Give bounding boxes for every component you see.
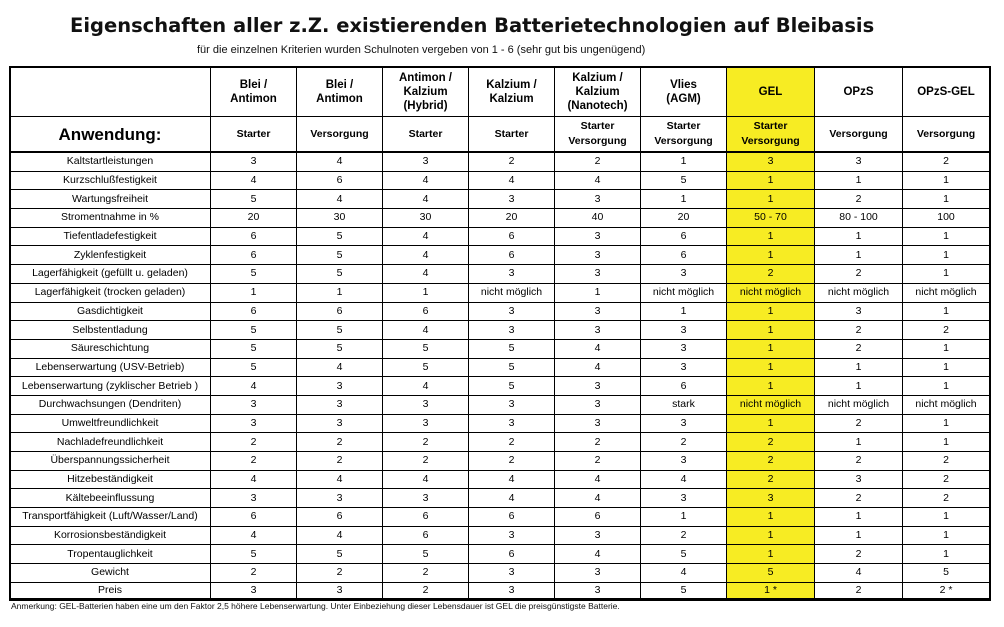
table-row: [10, 395, 990, 414]
row-label: Wartungsfreiheit: [10, 190, 211, 209]
table-cell: 2: [641, 526, 727, 545]
table-row: [10, 302, 990, 321]
table-cell: 6: [383, 526, 469, 545]
table-cell: 3: [211, 414, 297, 433]
table-row: [10, 433, 990, 452]
table-cell: 1: [383, 283, 469, 302]
table-cell: 2 *: [903, 582, 990, 598]
table-cell: 2: [469, 452, 555, 471]
table-cell: 3: [555, 227, 641, 246]
table-cell: 3: [383, 414, 469, 433]
table-cell: 4: [469, 470, 555, 489]
table-cell: 2: [903, 321, 990, 340]
row-label: Nachladefreundlichkeit: [10, 433, 211, 452]
table-cell: 3: [555, 321, 641, 340]
table-cell: 2: [297, 433, 383, 452]
table-cell: 4: [383, 321, 469, 340]
table-cell: 4: [383, 227, 469, 246]
table-cell: 4: [469, 171, 555, 190]
table-cell: 4: [383, 246, 469, 265]
table-cell: 3: [815, 470, 903, 489]
table-cell: 6: [641, 227, 727, 246]
column-header: Antimon / Kalzium (Hybrid): [383, 67, 469, 117]
table-row: [10, 321, 990, 340]
table-cell: 40: [555, 209, 641, 228]
table-cell: stark: [641, 395, 727, 414]
table-cell: 1 *: [727, 582, 815, 598]
table-cell: 3: [469, 564, 555, 583]
table-cell: 3: [641, 452, 727, 471]
table-cell: 1: [903, 227, 990, 246]
table-cell: 1: [727, 302, 815, 321]
row-label: Hitzebeständigkeit: [10, 470, 211, 489]
table-cell: 1: [727, 227, 815, 246]
table-cell: 1: [903, 339, 990, 358]
table-cell: 1: [641, 190, 727, 209]
table-cell: 1: [903, 246, 990, 265]
table-row: [10, 526, 990, 545]
table-cell: 2: [815, 190, 903, 209]
table-cell: 6: [211, 508, 297, 527]
table-row: [10, 227, 990, 246]
table-row: [10, 190, 990, 209]
page-subtitle: für die einzelnen Kriterien wurden Schulnoten vergeben von 1 - 6 (sehr gut bis ungenügend): [197, 44, 646, 56]
table-cell: 3: [727, 152, 815, 171]
table-cell: 4: [297, 470, 383, 489]
table-cell: 4: [555, 358, 641, 377]
row-label: Preis: [10, 582, 211, 598]
table-cell: 2: [815, 452, 903, 471]
table-cell: 1: [727, 358, 815, 377]
table-cell: 1: [903, 433, 990, 452]
table-cell: 3: [555, 246, 641, 265]
table-row: [10, 171, 990, 190]
table-cell: 3: [211, 395, 297, 414]
row-label: Durchwachsungen (Dendriten): [10, 395, 211, 414]
table-cell: 1: [297, 283, 383, 302]
column-application: Starter: [383, 117, 469, 153]
table-cell: 3: [469, 265, 555, 284]
table-cell: nicht möglich: [641, 283, 727, 302]
table-row: [10, 414, 990, 433]
row-label: Stromentnahme in %: [10, 209, 211, 228]
table-cell: 1: [903, 545, 990, 564]
table-cell: 2: [815, 582, 903, 598]
table-cell: 3: [469, 526, 555, 545]
table-cell: 3: [641, 414, 727, 433]
table-row: [10, 209, 990, 228]
table-cell: 2: [815, 489, 903, 508]
table-cell: 4: [211, 470, 297, 489]
column-application: Versorgung: [297, 117, 383, 153]
table-cell: 3: [469, 302, 555, 321]
column-header: Kalzium / Kalzium (Nanotech): [555, 67, 641, 117]
table-cell: 5: [297, 339, 383, 358]
table-cell: 2: [211, 564, 297, 583]
table-cell: 2: [727, 433, 815, 452]
table-row: [10, 508, 990, 527]
table-cell: 3: [815, 302, 903, 321]
table-cell: 3: [555, 395, 641, 414]
table-cell: 1: [815, 526, 903, 545]
row-label: Tropentauglichkeit: [10, 545, 211, 564]
table-row: [10, 452, 990, 471]
table-cell: 4: [297, 358, 383, 377]
table-cell: 4: [211, 526, 297, 545]
table-cell: 1: [727, 414, 815, 433]
table-cell: 3: [815, 152, 903, 171]
table-cell: 1: [641, 152, 727, 171]
table-cell: 1: [727, 526, 815, 545]
table-cell: 2: [383, 433, 469, 452]
table-cell: nicht möglich: [815, 395, 903, 414]
table-cell: 5: [297, 545, 383, 564]
table-cell: 4: [383, 190, 469, 209]
table-cell: 6: [297, 171, 383, 190]
table-cell: 2: [383, 564, 469, 583]
table-cell: 4: [383, 470, 469, 489]
table-cell: 1: [727, 246, 815, 265]
table-cell: 1: [727, 321, 815, 340]
table-cell: 5: [297, 227, 383, 246]
table-cell: nicht möglich: [903, 395, 990, 414]
table-cell: 5: [383, 358, 469, 377]
table-cell: 3: [383, 489, 469, 508]
table-cell: 3: [469, 582, 555, 598]
table-cell: 1: [903, 190, 990, 209]
table-cell: 5: [641, 582, 727, 598]
table-cell: 5: [211, 339, 297, 358]
footnote: Anmerkung: GEL-Batterien haben eine um den Faktor 2,5 höhere Lebenserwartung. Unter Einbeziehung dieser Lebensdauer ist GEL die preisgünstigste Batterie.: [11, 601, 620, 611]
table-cell: 2: [903, 470, 990, 489]
table-cell: 1: [903, 508, 990, 527]
row-label: Tiefentladefestigkeit: [10, 227, 211, 246]
table-cell: 5: [469, 358, 555, 377]
comparison-table: [9, 66, 990, 599]
table-cell: 4: [383, 171, 469, 190]
table-cell: 3: [383, 152, 469, 171]
table-cell: 1: [903, 358, 990, 377]
table-cell: 6: [469, 508, 555, 527]
row-label: Lebenserwartung (zyklischer Betrieb ): [10, 377, 211, 396]
table-cell: 3: [555, 582, 641, 598]
table-row: [10, 339, 990, 358]
table-cell: 3: [641, 339, 727, 358]
table-cell: 1: [727, 508, 815, 527]
table-cell: 2: [903, 152, 990, 171]
table-row: [10, 377, 990, 396]
table-cell: 6: [469, 545, 555, 564]
row-label: Kurzschlußfestigkeit: [10, 171, 211, 190]
table-cell: 2: [815, 339, 903, 358]
table-cell: 4: [211, 377, 297, 396]
table-cell: 6: [297, 508, 383, 527]
table-cell: nicht möglich: [469, 283, 555, 302]
table-cell: 20: [211, 209, 297, 228]
table-cell: 5: [383, 545, 469, 564]
table-cell: 4: [469, 489, 555, 508]
table-cell: 2: [727, 452, 815, 471]
row-label: Korrosionsbeständigkeit: [10, 526, 211, 545]
table-cell: 3: [469, 395, 555, 414]
table-cell: 3: [555, 414, 641, 433]
column-application: Versorgung: [815, 117, 903, 153]
table-cell: 2: [727, 470, 815, 489]
table-cell: 5: [297, 265, 383, 284]
row-label: Kaltstartleistungen: [10, 152, 211, 171]
table-cell: 2: [469, 433, 555, 452]
table-cell: 3: [641, 321, 727, 340]
table-cell: 2: [555, 152, 641, 171]
table-cell: 2: [815, 321, 903, 340]
table-cell: 1: [903, 171, 990, 190]
header-row: [10, 67, 990, 117]
table-cell: 6: [211, 246, 297, 265]
column-application: Starter Versorgung: [641, 117, 727, 153]
column-header: Blei / Antimon: [211, 67, 297, 117]
column-application: Versorgung: [903, 117, 990, 153]
table-row: [10, 265, 990, 284]
column-header: Vlies (AGM): [641, 67, 727, 117]
table-cell: 5: [903, 564, 990, 583]
table-cell: 1: [211, 283, 297, 302]
row-label: Gewicht: [10, 564, 211, 583]
table-cell: 3: [641, 358, 727, 377]
table-cell: 1: [815, 358, 903, 377]
table-cell: 4: [297, 152, 383, 171]
table-cell: 30: [297, 209, 383, 228]
table-row: [10, 358, 990, 377]
table-cell: 100: [903, 209, 990, 228]
table-cell: 2: [815, 545, 903, 564]
column-header: GEL: [727, 67, 815, 117]
table-cell: 5: [211, 265, 297, 284]
table-cell: 4: [297, 526, 383, 545]
table-cell: 3: [297, 582, 383, 598]
column-header: Blei / Antimon: [297, 67, 383, 117]
table-cell: 5: [297, 246, 383, 265]
table-cell: 3: [727, 489, 815, 508]
column-header: OPzS: [815, 67, 903, 117]
table-cell: 3: [211, 582, 297, 598]
table-cell: 2: [641, 433, 727, 452]
table-cell: 6: [297, 302, 383, 321]
table-cell: nicht möglich: [727, 395, 815, 414]
table-cell: 6: [641, 377, 727, 396]
table-cell: 1: [815, 171, 903, 190]
table-cell: 3: [555, 190, 641, 209]
table-cell: 2: [815, 265, 903, 284]
table-cell: 4: [383, 377, 469, 396]
row-label: Überspannungssicherheit: [10, 452, 211, 471]
column-application: Starter: [211, 117, 297, 153]
column-header: OPzS-GEL: [903, 67, 990, 117]
table-cell: 4: [211, 171, 297, 190]
table-cell: 3: [641, 265, 727, 284]
table-cell: 1: [727, 545, 815, 564]
table-row: [10, 152, 990, 171]
table-cell: 3: [211, 489, 297, 508]
table-cell: 6: [211, 227, 297, 246]
table-cell: 4: [641, 564, 727, 583]
column-application: Starter Versorgung: [555, 117, 641, 153]
table-cell: 5: [297, 321, 383, 340]
table-row: [10, 489, 990, 508]
table-cell: 50 - 70: [727, 209, 815, 228]
table-cell: 3: [469, 190, 555, 209]
table-cell: 6: [469, 227, 555, 246]
table-cell: 1: [555, 283, 641, 302]
table-row: [10, 246, 990, 265]
table-cell: 5: [469, 377, 555, 396]
table-cell: 1: [727, 171, 815, 190]
table-cell: 1: [903, 526, 990, 545]
table-cell: 3: [641, 489, 727, 508]
column-application: Starter Versorgung: [727, 117, 815, 153]
table-cell: 1: [815, 377, 903, 396]
corner-cell: [10, 67, 211, 117]
table-cell: 3: [555, 265, 641, 284]
table-cell: 3: [469, 321, 555, 340]
row-label: Lagerfähigkeit (gefüllt u. geladen): [10, 265, 211, 284]
table-cell: 2: [555, 452, 641, 471]
table-cell: 1: [727, 339, 815, 358]
table-cell: 2: [383, 582, 469, 598]
table-cell: 4: [555, 545, 641, 564]
table-cell: 1: [903, 265, 990, 284]
table-cell: 1: [727, 377, 815, 396]
table-cell: 1: [641, 302, 727, 321]
table-cell: 2: [555, 433, 641, 452]
table-cell: 5: [383, 339, 469, 358]
table-cell: 5: [727, 564, 815, 583]
table-cell: 4: [815, 564, 903, 583]
table-cell: 80 - 100: [815, 209, 903, 228]
table-cell: 1: [641, 508, 727, 527]
table-cell: 3: [297, 395, 383, 414]
table-row: [10, 564, 990, 583]
row-label: Transportfähigkeit (Luft/Wasser/Land): [10, 508, 211, 527]
table-cell: 2: [815, 414, 903, 433]
table-cell: 1: [815, 433, 903, 452]
table-cell: 6: [555, 508, 641, 527]
table-cell: 20: [641, 209, 727, 228]
table-cell: 30: [383, 209, 469, 228]
table-cell: 4: [383, 265, 469, 284]
row-label: Kältebeeinflussung: [10, 489, 211, 508]
table-cell: 2: [383, 452, 469, 471]
table-cell: 3: [297, 489, 383, 508]
table-cell: 3: [555, 526, 641, 545]
table-cell: 3: [383, 395, 469, 414]
row-label: Lebenserwartung (USV-Betrieb): [10, 358, 211, 377]
table-cell: nicht möglich: [727, 283, 815, 302]
table-cell: 1: [815, 227, 903, 246]
table-cell: 2: [297, 452, 383, 471]
table-cell: 6: [211, 302, 297, 321]
table-cell: 5: [469, 339, 555, 358]
table-cell: 3: [555, 564, 641, 583]
row-label: Lagerfähigkeit (trocken geladen): [10, 283, 211, 302]
table-cell: 5: [211, 358, 297, 377]
table-cell: 3: [555, 377, 641, 396]
table-cell: 2: [903, 489, 990, 508]
application-row: [10, 117, 990, 153]
table-cell: 6: [469, 246, 555, 265]
row-label: Säureschichtung: [10, 339, 211, 358]
table-cell: 3: [297, 414, 383, 433]
table-cell: nicht möglich: [903, 283, 990, 302]
table-cell: 2: [903, 452, 990, 471]
row-label: Zyklenfestigkeit: [10, 246, 211, 265]
table-cell: 6: [641, 246, 727, 265]
table-cell: 1: [903, 302, 990, 321]
table-cell: 20: [469, 209, 555, 228]
table-cell: 3: [555, 302, 641, 321]
table-cell: 3: [469, 414, 555, 433]
table-cell: 2: [211, 433, 297, 452]
table-row: [10, 470, 990, 489]
table-row: [10, 545, 990, 564]
table-cell: 1: [903, 377, 990, 396]
table-cell: 3: [297, 377, 383, 396]
table-cell: 1: [815, 508, 903, 527]
table-row: [10, 582, 990, 598]
table-cell: 2: [469, 152, 555, 171]
row-label: Selbstentladung: [10, 321, 211, 340]
table-cell: nicht möglich: [815, 283, 903, 302]
table-cell: 5: [641, 171, 727, 190]
row-label: Gasdichtigkeit: [10, 302, 211, 321]
table-cell: 1: [903, 414, 990, 433]
table-cell: 5: [211, 321, 297, 340]
table-cell: 4: [641, 470, 727, 489]
table-cell: 4: [555, 489, 641, 508]
table-cell: 4: [297, 190, 383, 209]
column-header: Kalzium / Kalzium: [469, 67, 555, 117]
table-cell: 5: [211, 545, 297, 564]
page-title: Eigenschaften aller z.Z. existierenden Batterietechnologien auf Bleibasis: [70, 14, 875, 37]
column-application: Starter: [469, 117, 555, 153]
table-cell: 2: [211, 452, 297, 471]
table-cell: 3: [211, 152, 297, 171]
row-label: Umweltfreundlichkeit: [10, 414, 211, 433]
table-cell: 2: [727, 265, 815, 284]
table-cell: 1: [727, 190, 815, 209]
table-cell: 4: [555, 171, 641, 190]
table-cell: 6: [383, 302, 469, 321]
table-cell: 2: [297, 564, 383, 583]
table-cell: 5: [641, 545, 727, 564]
table-row: [10, 283, 990, 302]
table-cell: 1: [815, 246, 903, 265]
anwendung-label: Anwendung:: [10, 117, 211, 153]
table-cell: 4: [555, 339, 641, 358]
table-cell: 6: [383, 508, 469, 527]
table-cell: 5: [211, 190, 297, 209]
table-cell: 4: [555, 470, 641, 489]
